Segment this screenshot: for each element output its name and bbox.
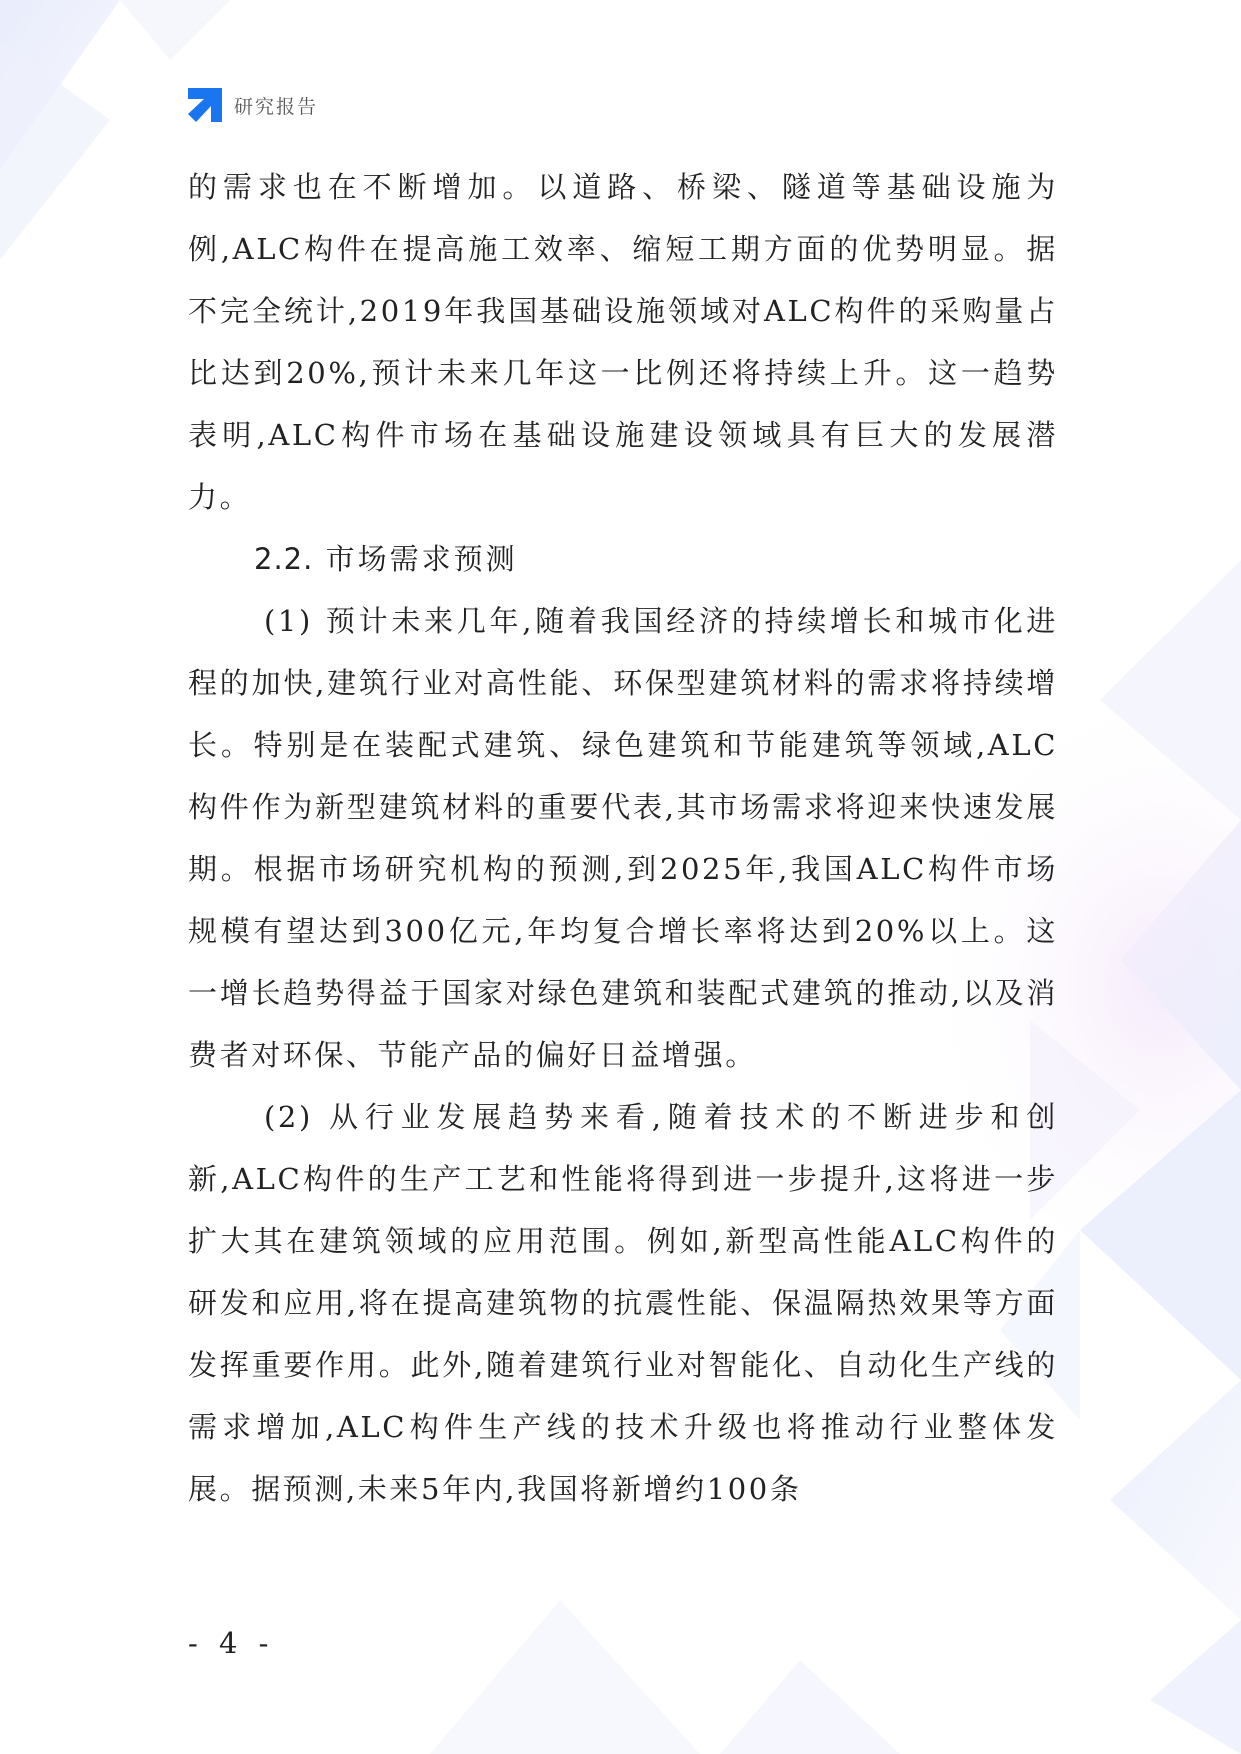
section-heading xyxy=(188,528,1058,590)
document-body xyxy=(188,156,1058,1520)
page-number: - 4 - xyxy=(188,1626,275,1660)
paragraph-infrastructure: 的需求也在不断增加。以道路、桥梁、隧道等基础设施为例,ALC构件在提高施工效率、缩短工期方面的优势明显。据不完全统计,2019年我国基础设施领域对ALC构件的采购量占比达到20%,预计未来几年这一比例还将持续上升。这一趋势表明,ALC构件市场在基础设施建设领域具有巨大的发展潜力。 xyxy=(188,170,1058,514)
section-number: 2.2. xyxy=(254,542,314,576)
paragraph-forecast-1: (1) 预计未来几年,随着我国经济的持续增长和城市化进程的加快,建筑行业对高性能、环保型建筑材料的需求将持续增长。特别是在装配式建筑、绿色建筑和节能建筑等领域,ALC构件作为新型建筑材料的重要代表,其市场需求将迎来快速发展期。根据市场研究机构的预测,到2025年,我国ALC构件市场规模有望达到300亿元,年均复合增长率将达到20%以上。这一增长趋势得益于国家对绿色建筑和装配式建筑的推动,以及消费者对环保、节能产品的偏好日益增强。 xyxy=(188,604,1058,1072)
paragraph-forecast-2: (2) 从行业发展趋势来看,随着技术的不断进步和创新,ALC构件的生产工艺和性能将得到进一步提升,这将进一步扩大其在建筑领域的应用范围。例如,新型高性能ALC构件的研发和应用,将在提高建筑物的抗震性能、保温隔热效果等方面发挥重要作用。此外,随着建筑行业对智能化、自动化生产线的需求增加,ALC构件生产线的技术升级也将推动行业整体发展。据预测,未来5年内,我国将新增约100条 xyxy=(188,1100,1058,1506)
header-label: 研究报告 xyxy=(234,95,319,118)
section-title: 市场需求预测 xyxy=(325,542,518,576)
arrow-up-right-icon xyxy=(188,88,222,122)
report-header xyxy=(188,88,318,122)
